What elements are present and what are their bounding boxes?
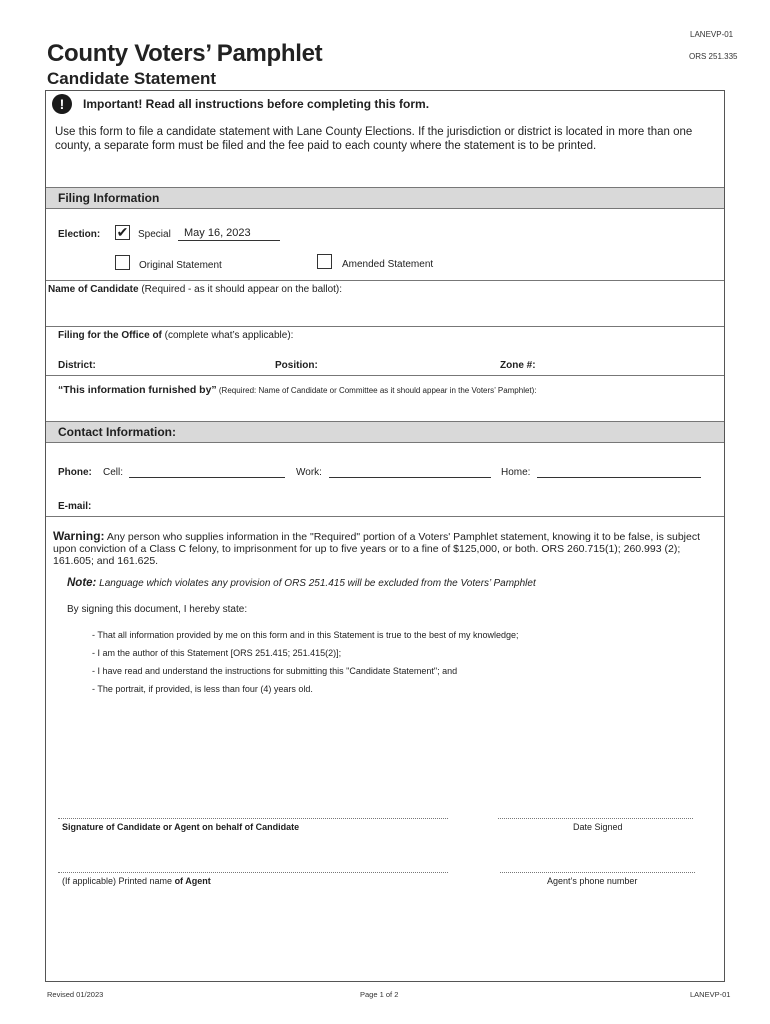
note-label: Note: [67,577,97,589]
home-label: Home: [501,467,531,478]
email-input[interactable] [100,498,710,514]
page-title: County Voters’ Pamphlet [47,40,323,67]
contact-info-heading: Contact Information: [46,421,724,443]
form-code: LANEVP-01 [690,30,734,39]
warning-body: Any person who supplies information in the "Required" portion of a Voters' Pamphlet statement, knowing it to be false, is subject upon conviction of a Class C felony, to imprisonment for up to five years or to a fine of $125,000, or both. ORS 260.715(1); 260.993 (2); 161.605; and 161.625. [53,531,701,567]
cell-label: Cell: [103,467,124,478]
page-subtitle: Candidate Statement [47,69,217,88]
zone-label: Zone #: [500,360,536,371]
divider [46,516,724,517]
note-text [67,577,536,589]
divider [46,280,724,281]
special-election-checkbox[interactable]: ✔ [116,224,129,240]
divider [46,326,724,327]
special-date-value: May 16, 2023 [184,227,251,239]
zone-input[interactable] [548,357,713,373]
intro-text: Use this form to file a candidate statement with Lane County Elections. If the jurisdiction or district is located in more than one county, a separate form must be filed and the fee paid to each county where the statement is to be printed. [55,126,693,152]
agent-phone-label: Agent’s phone number [547,876,638,886]
office-label [58,330,293,341]
agent-name-line[interactable] [58,872,448,873]
district-label: District: [58,360,96,371]
original-statement-checkbox[interactable] [115,255,130,270]
original-statement-label: Original Statement [139,260,222,271]
furnished-by-input[interactable] [58,394,718,418]
agent-name-label [62,876,211,886]
filing-info-heading: Filing Information [46,187,724,209]
amended-statement-label: Amended Statement [342,259,434,270]
phone-label: Phone: [58,467,92,478]
amended-statement-checkbox[interactable] [317,254,332,269]
office-label-bold: Filing for the Office of [58,330,162,341]
important-notice: Important! Read all instructions before completing this form. [83,97,430,111]
warning-text [53,530,718,567]
divider [46,375,724,376]
furnished-by-bold: “This information furnished by” [58,384,217,396]
candidate-name-input[interactable] [48,296,718,322]
home-phone-input[interactable] [537,466,701,478]
work-label: Work: [296,467,322,478]
cell-phone-input[interactable] [129,466,285,478]
agent-name-label-pre: (If applicable) Printed name [62,876,175,886]
date-signed-line[interactable] [498,818,693,819]
page-number: Page 1 of 2 [360,990,399,999]
work-phone-input[interactable] [329,466,491,478]
footer-form-code: LANEVP-01 [690,990,731,999]
statement-bullet: - I have read and understand the instructions for submitting this "Candidate Statement"; and [92,666,458,676]
district-input[interactable] [105,357,265,373]
email-label: E-mail: [58,501,92,512]
office-label-rest: (complete what’s applicable): [161,330,294,341]
agent-name-label-bold: of Agent [174,876,211,886]
election-label: Election: [58,229,101,240]
statement-bullet: - That all information provided by me on this form and in this Statement is true to the best of my knowledge; [92,630,519,640]
furnished-by-rest: (Required: Name of Candidate or Committee as it should appear in the Voters’ Pamphlet): [216,386,537,395]
special-date-field[interactable] [178,228,280,241]
warning-label: Warning: [53,529,105,543]
signature-line[interactable] [58,818,448,819]
exclamation-icon: ! [52,94,72,114]
agent-phone-line[interactable] [500,872,695,873]
candidate-name-label-rest: (Required - as it should appear on the ballot): [138,284,343,295]
statement-bullet: - The portrait, if provided, is less than four (4) years old. [92,684,313,694]
statement-bullet: - I am the author of this Statement [ORS 251.415; 251.415(2)]; [92,648,342,658]
revised-date: Revised 01/2023 [47,990,104,999]
note-body: Language which violates any provision of ORS 251.415 will be excluded from the Voters’ Pamphlet [96,578,536,589]
statement-intro: By signing this document, I hereby state: [67,604,248,615]
date-signed-label: Date Signed [573,822,623,832]
special-label: Special [138,229,171,240]
candidate-name-label-bold: Name of Candidate [48,284,139,295]
position-label: Position: [275,360,318,371]
position-input[interactable] [328,357,488,373]
ors-reference: ORS 251.335 [689,52,738,61]
signature-label: Signature of Candidate or Agent on behalf of Candidate [62,822,300,832]
candidate-name-label [48,284,342,295]
